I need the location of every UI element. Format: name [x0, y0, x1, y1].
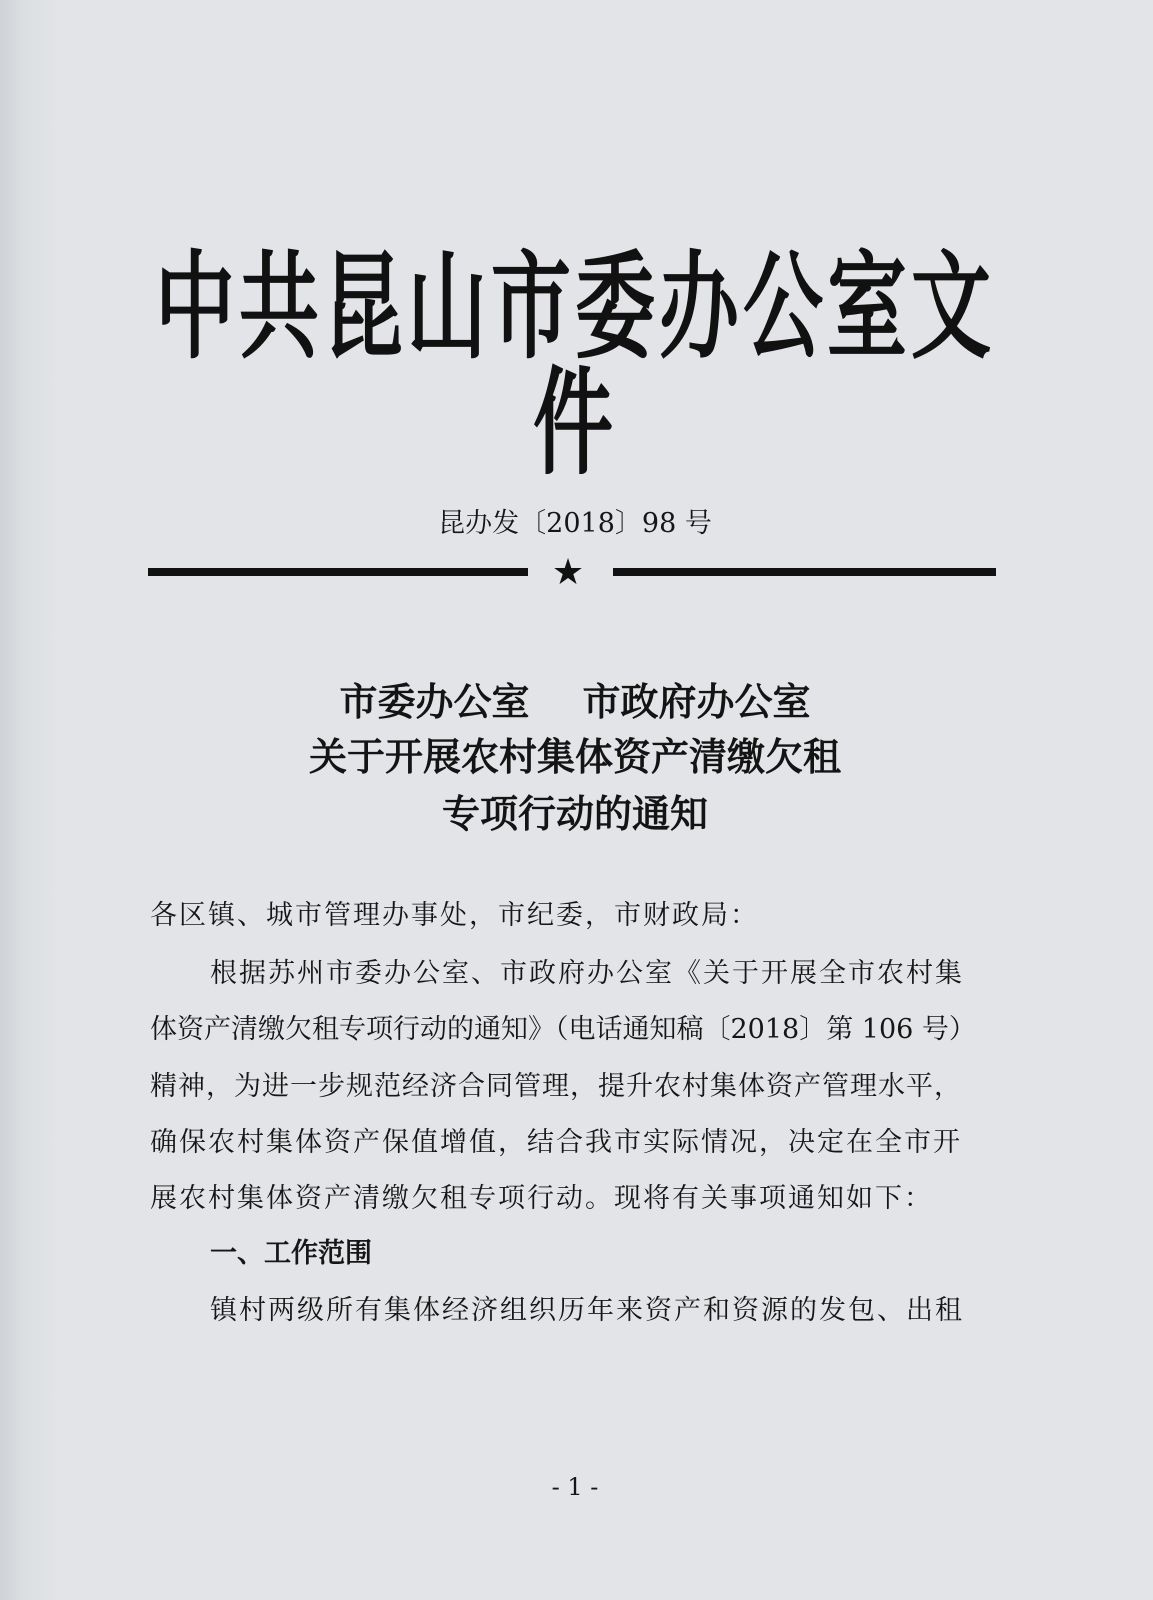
page-number: - 1 -	[551, 1473, 599, 1501]
document-number: 昆办发〔2018〕98 号	[438, 508, 712, 539]
star-icon: ★	[551, 552, 585, 593]
masthead-title: 中共昆山市委办公室文件	[155, 239, 995, 491]
paragraph-line: 展农村集体资产清缴欠租专项行动。现将有关事项通知如下：	[150, 1183, 933, 1214]
paragraph-line: 确保农村集体资产保值增值，结合我市实际情况，决定在全市开	[150, 1127, 962, 1158]
addressee-line: 各区镇、城市管理办事处，市纪委，市财政局：	[150, 900, 759, 931]
title-line: 关于开展农村集体资产清缴欠租	[308, 735, 841, 779]
paragraph-line: 体资产清缴欠租专项行动的通知》（电话通知稿〔2018〕第 106 号）	[150, 1014, 976, 1045]
divider-right	[613, 568, 996, 576]
title-line: 专项行动的通知	[441, 792, 708, 836]
title-line: 市委办公室 市政府办公室	[339, 680, 811, 724]
scan-shadow	[0, 0, 60, 1600]
paragraph-line: 根据苏州市委办公室、市政府办公室《关于开展全市农村集	[210, 958, 964, 989]
section-text-line: 镇村两级所有集体经济组织历年来资产和资源的发包、出租	[210, 1295, 964, 1326]
divider-left	[148, 568, 528, 576]
section-heading: 一、工作范围	[210, 1238, 372, 1269]
paragraph-line: 精神，为进一步规范经济合同管理，提升农村集体资产管理水平，	[150, 1071, 962, 1102]
